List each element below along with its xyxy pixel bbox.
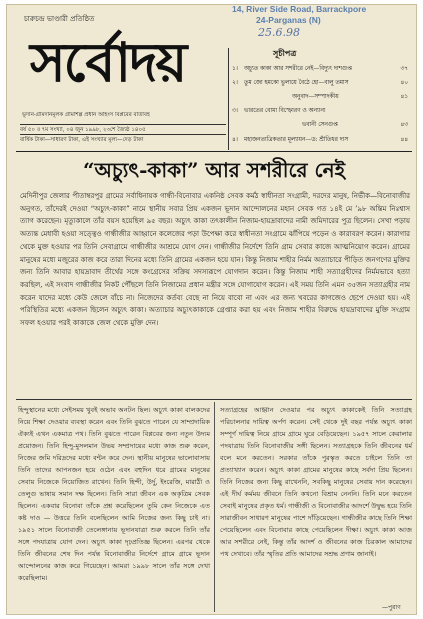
price-line: বার্ষিক টাকা—সাধারণ টাকা, এই সংখ্যার মূল্য—দেড় টাকা (20, 134, 226, 145)
toc-item-title: তুম জো হমকো ভুলায়ে বৈঠে হো—বালু তমাস (244, 80, 349, 86)
newspaper-page (6, 4, 417, 615)
article-lead-paragraph: মেদিনীপুর জেলার পীতাম্বরপুর গ্রামের সর্বাধিনায়ক গান্ধী-বিনোবার একনিষ্ঠ সেবক কর্মঠ স্বাধীনতা সংগ্রামী, দরদের মানুষ, নির্ভীক—বিনোবাজীর অনুগত, তাঁদেরই দেওয়া “অচ্যুৎ-কাকা” নামে স্থানীয় সবার প্রিয় একজন ভূদান আন্দোলনের মহান সেবক গত ১৪ই মে ’৯৮ অন্তিম নিঃশ্বাস ত্যাগ করেছেন। মৃত্যুকালে তাঁর বয়স হয়েছিল ৯৫ বছর। অচ্যুৎ কাকা তৎকালীন নিজাম-হায়দ্রাবাদের নামী জমিদারের পুত্র ছিলেন। সেখা পড়ায় অত্যন্ত মেধাবী হওয়া সত্ত্বেও গান্ধীজীর আহ্বানে কলেজের পড়া উপেক্ষা করে স্বাধীনতা সংগ্রামে ঝাঁপিয়ে পড়েন ও কারাবরণ করেন। কারাগার থেকে মুক্ত হওয়ার পর তিনি সেবাগ্রামে গান্ধীজীর আশ্রমে যোগ দেন। গান্ধীজীর নির্দেশে তিনি গ্রাম সেবার কাজে আত্মনিয়োগ করেন। গ্রামের মানুষের মধ্যে মজুরের কাজ করে তারা দিনের মধ্যে তিনি গ্রামের একজন হয়ে যান। কিন্তু নিজাম শাহীর নির্মম অত্যাচারে পীড়িত জনগণের মুক্তির জন্য তিনি আবার হায়দ্রাবাদ তীর্থের সঙ্গে কংগ্রেসের সক্রিয় সদস্যরূপে যোগদান করেন। কিন্তু নিজাম শাহী সত্যাগ্রহীদের নির্মমভাবে হত্যা করছিল, এই সংবাদ গান্ধীজীর নিকট পৌঁছলে তিনি নিজামের প্রধান মন্ত্রীর সঙ্গে যোগাযোগ করেন। এই সময় তিনি এমন ৩৫জন সত্যাগ্রহীর নাম করেন যাদের মধ্যে কেউ জেলে বাঁচে না। নিজেদের কর্তব্য বেছে না নিয়ে বাবো না এবং এর জন্য খবরের কাগজেও ছেপে দেওয়া হয়। এই পরিস্থিতির মধ্যে একজন ছিলেন অচ্যুৎ কাকা। অত্যাচার অচ্যুৎকাকাকে গ্রেপ্তার করা হয় এবং নিজাম শাহীর বিরুদ্ধে হায়দ্রাবাদের মুক্তি সংগ্রাম সফল হওয়ার পরই কাকাকে জেল থেকে মুক্তি দেন। (20, 192, 410, 328)
toc-item[interactable] (232, 106, 408, 116)
toc-item-number: ৪। (232, 137, 238, 143)
toc-item-title: ভারতের বোমা বিস্ফোরণ ও অন্যান্য (244, 108, 326, 114)
toc-item-page: ৪৩ (400, 122, 408, 128)
toc-item[interactable] (232, 64, 408, 74)
toc-item-page: ৪১ (400, 94, 408, 100)
section-divider (16, 399, 412, 400)
toc-item[interactable] (232, 120, 408, 130)
toc-item-title: মহাজনতাত্রিকতার মূল্যায়ন—ড: শ্রীতিধর দাস (244, 137, 349, 143)
stamp-line-1: 14, River Side Road, Barrackpore (232, 4, 367, 14)
article-headline: “অচ্যুৎ-কাকা” আর সশরীরে নেই (83, 158, 345, 182)
toc-item-page: ৩৭ (400, 66, 408, 72)
toc-item-number: ২। (232, 80, 238, 86)
toc-item[interactable] (232, 78, 408, 88)
continued-marker: —পুরাণ (382, 604, 401, 611)
masthead-founder: চারুচন্দ্র ভাণ্ডারী প্রতিষ্ঠিত (24, 15, 95, 23)
table-of-contents (228, 48, 411, 150)
toc-item[interactable] (232, 92, 408, 102)
toc-item[interactable] (232, 135, 408, 145)
article-column-left: হিন্দুস্থানের মধ্যে সেইসময় খুবই অভাব অনটন ছিল। অচ্যুৎ কাকা বালকদের নিয়ে শিক্ষা দেওয়ার ব্যবস্থা করেন এবং তিনি বুঝতে পারেন যে সাম্প্রদায়িক ঐক্যই এখন একমাত্র পথ। তিনি বুঝতে পারেন বিপ্লবের জন্য নতুন উদ্যম প্রয়োজন। তিনি হিন্দু-মুসলমান উভয় সম্প্রদায়ের মধ্যে কাজ শুরু করেন, নিজের জমি দরিদ্রদের মধ্যে বন্টন করে দেন। স্থানীয় মানুষের ভালোবাসায় তিনি তাদের আপনজন হয়ে ওঠেন এবং বহুদিন ধরে গ্রামের মানুষের সেবায় নিজেকে নিয়োজিত রাখেন। তিনি হিন্দী, উর্দু, ইংরেজি, মারাঠী ও তেলুগু ভাষায় সমান দক্ষ ছিলেন। তিনি সারা জীবন এক অকৃত্রিম সেবক ছিলেন। একবার বিনোবা তাঁকে প্রশ্ন করেছিলেন তুমি কেন নিজেকে এত কষ্ট দাও — উত্তরে তিনি বলেছিলেন আমি নিজের জন্য কিছু চাই না। ১৯৫১ সালে বিনোবাজী তেলেঙ্গানায় ভূদানযাত্রা শুরু করলে তিনি তাঁর সঙ্গে পদযাত্রায় যোগ দেন। অচ্যুৎ কাকা দৃঢ়প্রতিজ্ঞ ছিলেন। এরপর থেকে তিনি জীবনের শেষ দিন পর্যন্ত বিনোবাজীর নির্দেশে গ্রামে গ্রামে ভূদান আন্দোলনের কাজ করে গিয়েছেন। আমরা ১৯৯৮ সালে তাঁর সঙ্গে দেখা করেছিলাম। (18, 406, 210, 582)
toc-item-number: ১। (232, 66, 238, 72)
stamp-line-2: 24-Parganas (N) (256, 15, 321, 25)
toc-item-number: ৩। (232, 108, 238, 114)
issue-line: বর্ষ ৫০ ॥ ৭ম সংখ্যা, ০৪ জুন ১৯৯৮, ২৩শে জ্যৈষ্ঠ ১৪০৫ (20, 124, 226, 135)
article-column-right: সত্যাগ্রহের আহ্বান দেওয়ার পর অচ্যুৎ কাকাকেই তিনি সত্যাগ্রহ পরিচালনার দায়িত্ব অর্পণ করেন। সেই থেকে দুই বছর পর্যন্ত অচ্যুৎ কাকা সম্পূর্ণ দায়িত্ব নিয়ে গ্রামে গ্রামে ঘুরে বেড়িয়েছেন। ১৯৫৭ সালে কেরালার পদযাত্রায় তিনি বিনোবাজীর সঙ্গী ছিলেন। সত্যাগ্রহকে তিনি জীবনের ধর্ম বলে মনে করতেন। সরকার তাঁকে পুরস্কৃত করতে চাইলে তিনি তা প্রত্যাখ্যান করেন। অচ্যুৎ কাকা গ্রামের মানুষের কাছে সর্বদা প্রিয় ছিলেন। তিনি নিজের জন্য কিছু রাখেননি, সবকিছু মানুষের সেবায় দান করেছেন। এই দীর্ঘ কর্মময় জীবনে তিনি কখনো বিশ্রাম নেননি। তিনি মনে করতেন সেবাই মানুষের প্রকৃত ধর্ম। গান্ধীজী ও বিনোবাজীর আদর্শে উদ্বুদ্ধ হয়ে তিনি সারাজীবন সাধারণ মানুষের পাশে দাঁড়িয়েছেন। গান্ধীজীর কাছে তিনি শিক্ষা পেয়েছিলেন এবং বিনোবার কাছে পেয়েছিলেন দীক্ষা। অচ্যুৎ কাকা আজ আর সশরীরে নেই, কিন্তু তাঁর আদর্শ ও জীবনের কাজ চিরকাল আমাদের পথ দেখাবে। তাঁর স্মৃতির প্রতি আমাদের সশ্রদ্ধ প্রণাম জানাই। (220, 406, 412, 558)
toc-title: সূচীপত্র (273, 48, 297, 58)
toc-item-title: অচ্যুত কাকা আর সশরীরে নেই—বিদ্যুৎ দাশগুপ্ত (244, 66, 352, 72)
handwritten-date: 25.6.98 (258, 26, 300, 39)
toc-item-title: অনুবাদ—সম্পাদকীয় (292, 94, 339, 100)
address-stamp (232, 4, 417, 26)
toc-item-title: ভবানী সেনগুপ্ত (302, 122, 338, 128)
toc-item-page: ৪০ (400, 80, 408, 86)
toc-item-page: ৪৪ (400, 137, 408, 143)
masthead-subtitle: ভূদান-গ্রামদানমূলক গ্রামশিল্প প্রধান অহিংস বিপ্লবের বার্তাবহ (22, 112, 150, 118)
column-divider (214, 402, 215, 612)
header-divider (16, 151, 412, 152)
masthead-logo: সর্বোদয় (30, 30, 186, 94)
